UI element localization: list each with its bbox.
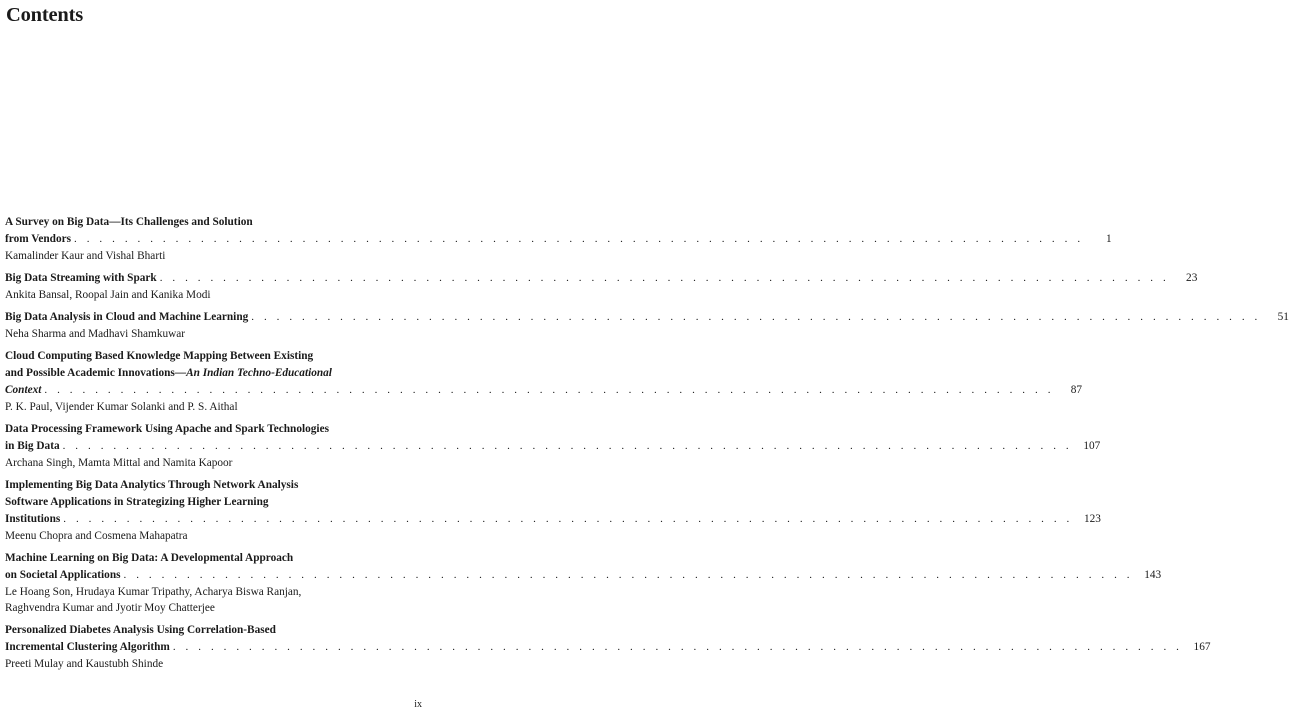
dot-leader: . . . . . . . . . . . . . . . . . . . . . . . . . . . . . . . . . . . . . . . . . . . . . . . . . . . . . . . . . . . . . . . . . . . . . . . . . . . . . . . .	[62, 440, 1073, 452]
entry-title-final-line	[5, 567, 1162, 584]
page-number[interactable]: 143	[1144, 569, 1162, 581]
dot-leader: . . . . . . . . . . . . . . . . . . . . . . . . . . . . . . . . . . . . . . . . . . . . . . . . . . . . . . . . . . . . . . . . . . . . . . . . . . . . . . . .	[44, 384, 1055, 396]
entry-title-line-mixed	[5, 365, 423, 382]
entry-title-line: Incremental Clustering Algorithm	[5, 641, 170, 653]
entry-title-line: Software Applications in Strategizing Higher Learning	[5, 496, 269, 508]
entry-authors: Le Hoang Son, Hrudaya Kumar Tripathy, Acharya Biswa Ranjan,	[5, 586, 302, 598]
dot-leader: . . . . . . . . . . . . . . . . . . . . . . . . . . . . . . . . . . . . . . . . . . . . . . . . . . . . . . . . . . . . . . . . . . . . . . . . . . . . . . . .	[63, 513, 1073, 525]
entry-title-line: on Societal Applications	[5, 569, 121, 581]
entry-authors: Raghvendra Kumar and Jyotir Moy Chatterjee	[5, 602, 215, 614]
entry-title-final-line	[5, 309, 1289, 326]
dot-leader: . . . . . . . . . . . . . . . . . . . . . . . . . . . . . . . . . . . . . . . . . . . . . . . . . . . . . . . . . . . . . . . . . . . . . . . . . . . . . . . .	[74, 233, 1084, 245]
page-title: Contents	[6, 4, 83, 26]
entry-authors: Archana Singh, Mamta Mittal and Namita Kapoor	[5, 457, 233, 469]
toc-entry[interactable]	[5, 550, 1162, 616]
entry-title-line: Personalized Diabetes Analysis Using Correlation-Based	[5, 624, 276, 636]
page-number[interactable]: 87	[1070, 384, 1083, 396]
entry-title-segment: and Possible Academic Innovations—	[5, 367, 187, 379]
page-number[interactable]: 1	[1106, 233, 1112, 245]
entry-title-final-line	[5, 270, 1198, 287]
folio-page-number: ix	[414, 699, 422, 710]
entry-title-line: A Survey on Big Data—Its Challenges and Solution	[5, 216, 253, 228]
toc-entry[interactable]	[5, 270, 1198, 303]
page-number[interactable]: 167	[1193, 641, 1211, 653]
entry-title-italic-segment: An Indian Techno-Educational	[186, 367, 332, 379]
page-number[interactable]: 123	[1083, 513, 1101, 525]
entry-title-final-line	[5, 438, 1101, 455]
toc-entry[interactable]	[5, 309, 1289, 342]
entry-title-final-line	[5, 382, 1083, 399]
entry-title-line: Machine Learning on Big Data: A Developmental Approach	[5, 552, 294, 564]
entry-title-line: Context	[5, 384, 42, 396]
entry-title-line: Implementing Big Data Analytics Through Network Analysis	[5, 479, 299, 491]
dot-leader: . . . . . . . . . . . . . . . . . . . . . . . . . . . . . . . . . . . . . . . . . . . . . . . . . . . . . . . . . . . . . . . . . . . . . . . . . . . . . . . .	[123, 569, 1134, 581]
entry-title-line: Data Processing Framework Using Apache and Spark Technologies	[5, 423, 329, 435]
entry-authors: Neha Sharma and Madhavi Shamkuwar	[5, 328, 186, 340]
toc-entry[interactable]	[5, 421, 1101, 471]
entry-title-line: Cloud Computing Based Knowledge Mapping Between Existing	[5, 350, 314, 362]
page-number[interactable]: 51	[1277, 311, 1289, 323]
entry-authors: P. K. Paul, Vijender Kumar Solanki and P. S. Aithal	[5, 401, 238, 413]
page-number[interactable]: 107	[1083, 440, 1101, 452]
dot-leader: . . . . . . . . . . . . . . . . . . . . . . . . . . . . . . . . . . . . . . . . . . . . . . . . . . . . . . . . . . . . . . . . . . . . . . . . . . . . . . . .	[172, 641, 1183, 653]
entry-title-final-line	[5, 511, 1101, 528]
entry-title-line: Big Data Analysis in Cloud and Machine Learning	[5, 311, 249, 323]
entry-title-line: Big Data Streaming with Spark	[5, 272, 157, 284]
entry-title-line: Institutions	[5, 513, 61, 525]
entry-authors: Ankita Bansal, Roopal Jain and Kanika Modi	[5, 289, 211, 301]
dot-leader: . . . . . . . . . . . . . . . . . . . . . . . . . . . . . . . . . . . . . . . . . . . . . . . . . . . . . . . . . . . . . . . . . . . . . . . . . . . . . . . .	[159, 272, 1170, 284]
toc-entry[interactable]	[5, 477, 1101, 544]
dot-leader: . . . . . . . . . . . . . . . . . . . . . . . . . . . . . . . . . . . . . . . . . . . . . . . . . . . . . . . . . . . . . . . . . . . . . . . . . . . . . . . .	[251, 311, 1261, 323]
entry-authors: Preeti Mulay and Kaustubh Shinde	[5, 658, 164, 670]
entry-title-line: from Vendors	[5, 233, 72, 245]
page-number[interactable]: 23	[1186, 272, 1198, 284]
entry-title-final-line	[5, 639, 1211, 656]
toc-entry[interactable]	[5, 622, 1211, 672]
entry-title-final-line	[5, 231, 1112, 248]
toc-entry[interactable]	[5, 348, 1083, 415]
entry-title-line: in Big Data	[5, 440, 60, 452]
entry-authors: Kamalinder Kaur and Vishal Bharti	[5, 250, 166, 262]
entry-authors: Meenu Chopra and Cosmena Mahapatra	[5, 530, 188, 542]
toc-entry[interactable]	[5, 214, 1112, 264]
table-of-contents	[5, 214, 1289, 678]
